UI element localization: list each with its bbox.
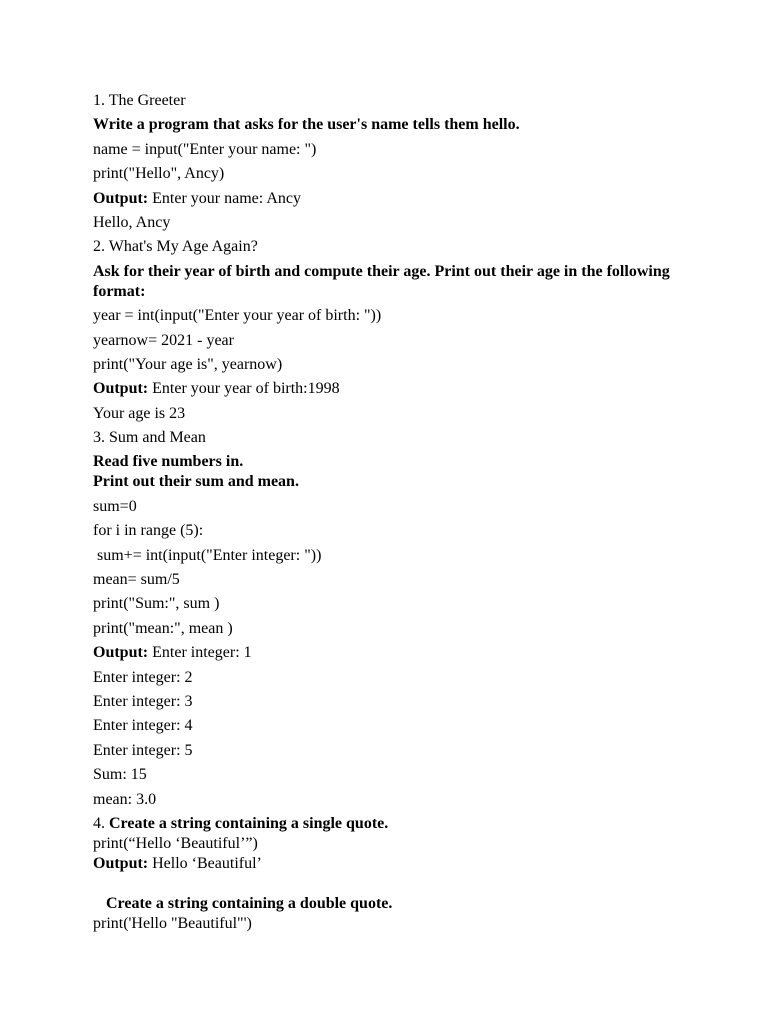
output-line: Enter integer: 5 [93,741,193,759]
output-line [93,643,693,663]
section-1-heading: 1. The Greeter [93,92,186,109]
blank-line [93,874,693,894]
output-label: Output: [93,854,149,872]
section-2-prompt: Ask for their year of birth and compute their age. Print out their age in the following format: [93,262,670,300]
code-line: print("Hello", Ancy) [93,165,225,183]
code-line: print("Sum:", sum ) [93,595,220,613]
output-line: Enter integer: 2 [93,668,193,686]
output-value: Enter your year of birth:1998 [148,380,340,398]
code-line: yearnow= 2021 - year [93,331,234,349]
section-4-number: 4. [93,814,109,832]
section-4-prompt-line [93,814,693,834]
output-label: Output: [93,189,149,207]
output-line: Your age is 23 [93,404,186,422]
section-3-heading: 3. Sum and Mean [93,429,206,447]
document-page [93,91,693,934]
section-4-prompt-2: Create a string containing a double quote. [106,894,393,912]
code-line: print("mean:", mean ) [93,619,233,637]
output-line [93,379,693,399]
output-line: Hello, Ancy [93,213,171,231]
output-value: Enter your name: Ancy [148,189,301,207]
output-value: Hello ‘Beautiful’ [148,854,262,872]
output-value: Enter integer: 1 [148,644,252,662]
section-1-prompt: Write a program that asks for the user's name tells them hello. [93,116,520,134]
code-line: print("Your age is", yearnow) [93,355,283,373]
section-3-prompt-line: Print out their sum and mean. [93,473,299,491]
output-line [93,189,693,209]
code-line: sum=0 [93,497,137,515]
code-line: mean= sum/5 [93,571,180,589]
code-line: year = int(input("Enter your year of birth: ")) [93,307,382,325]
output-line [93,854,693,874]
output-label: Output: [93,380,149,398]
code-line: print(“Hello ‘Beautiful’”) [93,834,258,852]
output-line: Enter integer: 3 [93,692,193,710]
section-3-prompt-line: Read five numbers in. [93,453,244,471]
output-line: mean: 3.0 [93,790,157,808]
output-line: Enter integer: 4 [93,717,193,735]
section-4-prompt: Create a string containing a single quote. [109,814,389,832]
code-line: print('Hello "Beautiful"') [93,914,252,932]
output-label: Output: [93,644,149,662]
code-line: sum+= int(input("Enter integer: ")) [93,546,322,564]
output-line: Sum: 15 [93,766,147,784]
code-line: name = input("Enter your name: ") [93,140,317,158]
section-2-heading: 2. What's My Age Again? [93,238,258,256]
code-line: for i in range (5): [93,522,204,540]
